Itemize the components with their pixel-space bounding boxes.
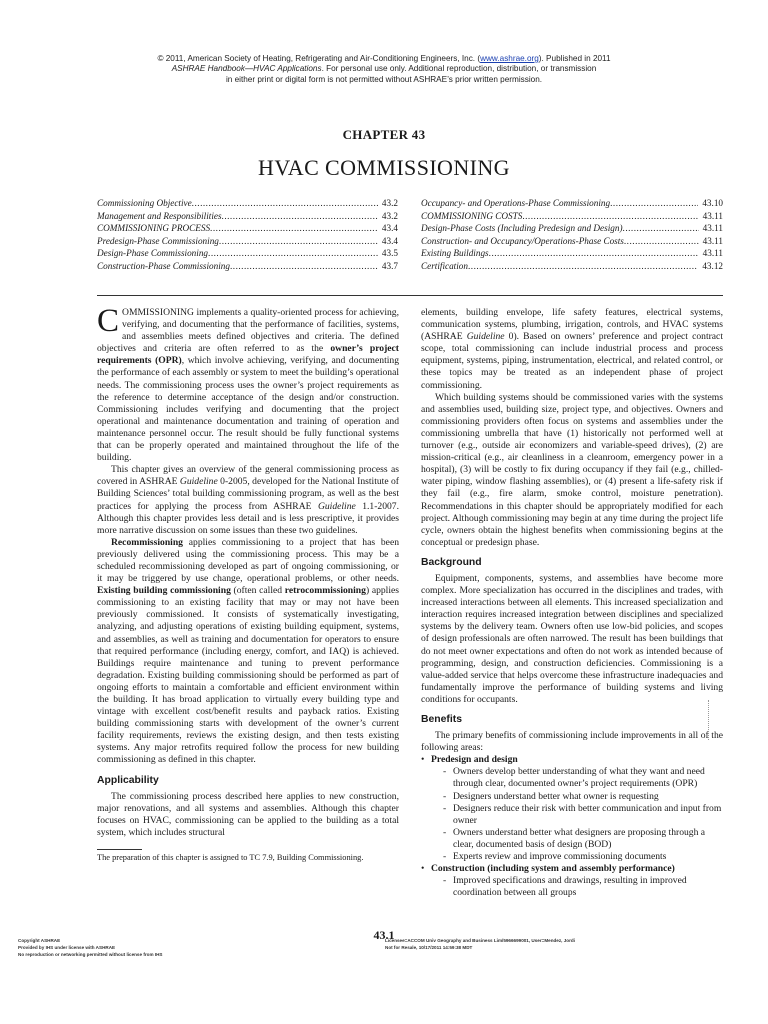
section-heading-benefits: Benefits <box>421 714 462 725</box>
toc-entry[interactable]: Certification ..... 43.12 <box>421 260 723 273</box>
left-column <box>97 303 399 863</box>
toc-entry[interactable]: Design-Phase Commissioning ..... 43.5 <box>97 247 398 260</box>
intro-paragraph: COMMISSIONING implements a quality-oriented process for achieving, verifying, and documenting that the performance of facilities, systems, and assemblies meets defined objectives and criteria. The defined objectives and criteria are often referred to as the owner’s project requirements (OPR), which involve achieving, verifying, and documenting the performance of each assembly or system to meet the building’s operational needs. The commissioning process uses the owner’s project requirements as the reference to determine acceptance of the design and/or construction. Commissioning includes verifying and documenting that the project operational and maintenance documentation and training of operation and maintenance personnel occur. The result should be fully functional systems that can be properly operated and maintained throughout the life of the building. <box>97 303 399 464</box>
right-column <box>421 307 723 899</box>
list-item: - Designers reduce their risk with better communication and input from owner <box>441 803 723 827</box>
toc-right <box>421 197 723 272</box>
toc-entry[interactable]: Construction-Phase Commissioning ..... 43.7 <box>97 260 398 273</box>
paragraph: The commissioning process described here applies to new construction, major renovations, and all systems and assemblies. Although this chapter focuses on HVAC, commissioning can be applied to the building as a total system, which includes structural <box>97 790 399 838</box>
paragraph: This chapter gives an overview of the general commissioning process as covered in ASHRAE Guideline 0-2005, developed for the National Institute of Building Sciences’ total building commissioning program, as well as the best practices for applying the process from ASHRAE Guideline 1.1-2007. Although this chapter provides less detail and is less prescriptive, it provides more narrative discussion on some issues than these two guidelines. <box>97 464 399 536</box>
toc-entry[interactable]: Occupancy- and Operations-Phase Commissioning ..... 43.10 <box>421 197 723 210</box>
sub-list <box>431 766 723 863</box>
paragraph: Recommissioning applies commissioning to a project that has been previously delivered using the commissioning process. This may be a scheduled recommissioning developed as part of ongoing commissioning, or it may be triggered by use change, operational problems, or other needs. Existing building commissioning (often called retrocommissioning) applies commissioning to an existing facility that may or may not have been previously commissioned. It consists of systematically investigating, analyzing, and adjusting operations of existing building equipment, systems, and assemblies, as well as training and documentation for operators to ensure that required performance (including energy, comfort, and IAQ) is achieved. Buildings require maintenance and tuning to prevent performance degradation. Existing building commissioning should be performed as part of ongoing efforts to maintain a comfortable and efficient environment within the building. It has broad application to virtually every building type and vintage with excellent cost/benefit results and payback ratios. Existing building commissioning starts with development of the owner’s current facility requirements, reviews the existing design, and then tests existing systems. Any major retrofits required follow the process for new building commissioning as defined in this chapter. <box>97 536 399 766</box>
paragraph: elements, building envelope, life safety features, electrical systems, communication systems, plumbing, irrigation, controls, and HVAC systems (ASHRAE Guideline 0). Based on owners’ preference and project contract scope, total commissioning can include industrial process and process equipment, systems, piping, instrumentation, electrical, and related control, or these topics may be treated as an independent phase of project commissioning. <box>421 307 723 391</box>
margin-dots <box>708 700 713 740</box>
benefits-list <box>421 754 723 899</box>
paragraph: The primary benefits of commissioning include improvements in all of the following areas: <box>421 730 723 754</box>
footer-left: Copyright ASHRAE Provided by IHS under license with ASHRAE No reproduction or networking permitted without license from IHS <box>18 938 163 957</box>
chapter-label: CHAPTER 43 <box>342 127 426 142</box>
paragraph: Equipment, components, systems, and assemblies have become more complex. More specialization has occurred in the disciplines and trades, with increased interactions between all elements. This increased specialization and interaction requires increased integration between disciplines and specialized systems by the delivery team. Owners often use low-bid policies, and scopes of design professionals are often narrowed. The result has been buildings that do not meet owner expectations and often do not work as intended because of programming, design, and construction deficiencies. Commissioning is a value-added service that helps overcome these infrastructure inadequacies and fundamentally improve the performance of building systems and living conditions for occupants. <box>421 572 723 705</box>
toc-entry[interactable]: COMMISSIONING PROCESS ..... 43.4 <box>97 222 398 235</box>
footnote-rule <box>97 849 142 850</box>
drop-cap: C <box>97 303 120 339</box>
toc-entry[interactable]: Management and Responsibilities ..... 43.2 <box>97 210 398 223</box>
list-item: • Construction (including system and assembly performance) - Improved specifications and drawings, resulting in improved coordination between all groups <box>421 863 723 899</box>
list-item: - Designers understand better what owner is requesting <box>441 791 723 803</box>
paragraph: Which building systems should be commissioned varies with the systems and assemblies used, building size, project type, and objectives. Owners and commissioning providers often focus on systems and assemblies under the commissioning umbrella that have (1) historically not performed well at turnover (e.g., outside air economizers and variable-speed drives), (2) are mission-critical (e.g., air cleanliness in a cleanroom, emergency power in a hospital), (3) will be costly to fix during occupancy if they fail (e.g., chilled-water piping, window flashing assemblies), or (4) present a life-safety risk if they fail (e.g., fire alarm, smoke control, moisture penetration). Recommendations in this chapter should be appropriately modified for each project. Although commissioning may begin at any time during the project life cycle, owners obtain the highest benefits when commissioning begins at the conceptual or predesign phase. <box>421 391 723 548</box>
copyright-notice <box>0 54 768 85</box>
toc-entry[interactable]: COMMISSIONING COSTS ..... 43.11 <box>421 210 723 223</box>
toc-entry[interactable]: Construction- and Occupancy/Operations-Phase Costs ..... 43.11 <box>421 235 723 248</box>
list-item: - Experts review and improve commissioning documents <box>441 851 723 863</box>
section-heading-background: Background <box>421 556 482 568</box>
list-item: • Predesign and design - Owners develop better understanding of what they want and need through clear, documented owner’s project requirements (OPR) - Designers understand better what owner is requesting - Designers reduce their risk with better communication and input from owner - Owners understand better what designers are proposing through a clear, documented basis of design (BOD) - Experts review and improve commissioning documents <box>421 754 723 863</box>
toc-left <box>97 197 398 272</box>
copyright-line-3: in either print or digital form is not permitted without ASHRAE’s prior written permission. <box>225 74 543 84</box>
sub-list <box>431 875 723 899</box>
footer-right: Licensee=ACCOM Univ Geography and Business Lim/5966699001, User=Mendez, Jordi Not for Resale, 10/17/2011 14:59:38 MDT <box>385 938 575 950</box>
list-item: - Improved specifications and drawings, resulting in improved coordination between all groups <box>441 875 723 899</box>
ashrae-link[interactable]: www.ashrae.org <box>480 54 539 63</box>
toc-entry[interactable]: Design-Phase Costs (Including Predesign and Design) ..... 43.11 <box>421 222 723 235</box>
page-title: HVAC COMMISSIONING <box>258 155 510 180</box>
list-item: - Owners develop better understanding of what they want and need through clear, documented owner’s project requirements (OPR) <box>441 766 723 790</box>
toc-entry[interactable]: Predesign-Phase Commissioning ..... 43.4 <box>97 235 398 248</box>
copyright-line-2: ASHRAE Handbook—HVAC Applications. For personal use only. Additional reproduction, distribution, or transmission <box>171 64 597 74</box>
toc-entry[interactable]: Commissioning Objective ..... 43.2 <box>97 197 398 210</box>
section-divider <box>97 295 723 296</box>
toc-entry[interactable]: Existing Buildings ..... 43.11 <box>421 247 723 260</box>
copyright-line-1: © 2011, American Society of Heating, Refrigerating and Air-Conditioning Engineers, Inc. (www.ashrae.org). Published in 2011 <box>157 54 611 63</box>
section-heading-applicability: Applicability <box>97 774 159 786</box>
page-number: 43.1 <box>373 928 395 942</box>
list-item: - Owners understand better what designers are proposing through a clear, documented basis of design (BOD) <box>441 827 723 851</box>
footnote: The preparation of this chapter is assigned to TC 7.9, Building Commissioning. <box>97 853 364 863</box>
